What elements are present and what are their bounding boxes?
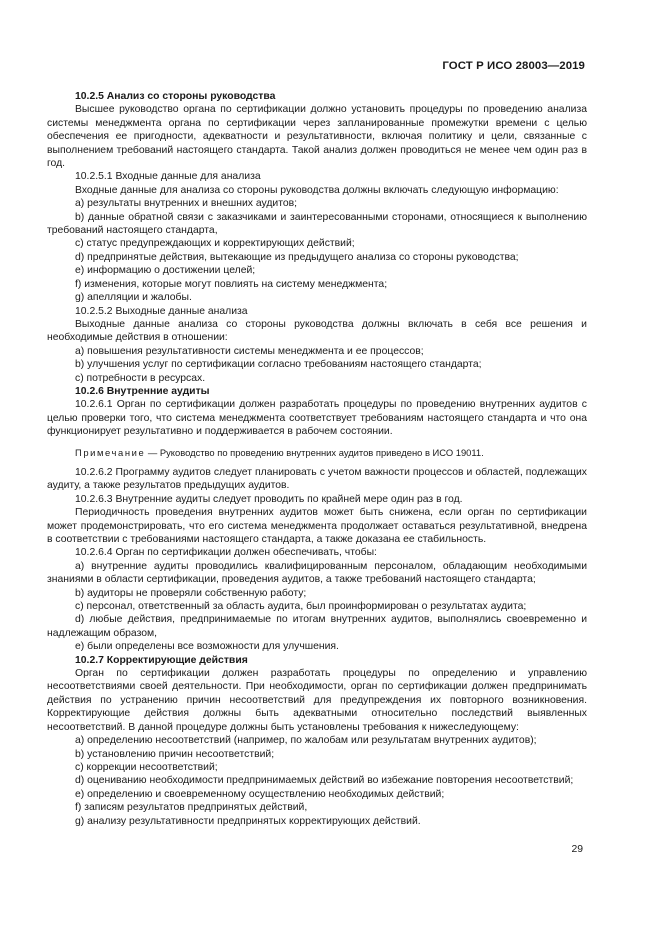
section-heading: 10.2.7 Корректирующие действия [75,654,248,666]
note-text: — Руководство по проведению внутренних аудитов приведено в ИСО 19011. [145,446,484,458]
body-paragraph: Орган по сертификации должен разработать процедуры по определению и управлению несоответствиями своей деятельности. При необходимости, орган по сертификации должен предпринимать действия по устранению причин несоответствий для предупреждения их повторного возникновения. Корректирующие действия должны быть адекватными относительно последствий выявленных несоответствий. В данной процедуре должны быть установлены требования к нижеследующему: [47,668,587,733]
list-item: b) улучшения услуг по сертификации согласно требованиям настоящего стандарта; [75,359,482,371]
list-item: e) определению и своевременному осуществлению необходимых действий; [75,788,445,800]
body-paragraph: 10.2.6.3 Внутренние аудиты следует проводить по крайней мере один раз в год. [75,493,463,505]
list-item: a) внутренние аудиты проводились квалифицированным персоналом, обладающим необходимыми знаниями в области сертификации, проведения аудитов, а также требований настоящего стандарта; [47,560,587,586]
list-item: e) информацию о достижении целей; [75,265,256,277]
section-heading: 10.2.5 Анализ со стороны руководства [75,91,276,102]
body-paragraph: 10.2.5.1 Входные данные для анализа [75,171,261,183]
list-item: c) статус предупреждающих и корректирующих действий; [75,238,355,250]
section-heading: 10.2.6 Внутренние аудиты [75,385,210,397]
body-paragraph: Входные данные для анализа со стороны руководства должны включать следующую информацию: [75,184,559,196]
document-header: ГОСТ Р ИСО 28003—2019 [442,60,585,72]
list-item: a) результаты внутренних и внешних аудитов; [75,198,298,210]
list-item: b) данные обратной связи с заказчиками и заинтересованными сторонами, относящиеся к выполнению требований настоящего стандарта, [47,211,587,237]
body-paragraph: 10.2.6.4 Орган по сертификации должен обеспечивать, чтобы: [75,547,377,559]
page-number: 29 [571,844,583,855]
list-item: e) были определены все возможности для улучшения. [75,641,339,653]
list-item: d) оцениванию необходимости предпринимаемых действий во избежание повторения несоответствий; [75,775,574,787]
list-item: a) повышения результативности системы менеджмента и ее процессов; [75,345,424,357]
body-paragraph: 10.2.5.2 Выходные данные анализа [75,305,248,317]
list-item: b) аудиторы не проверяли собственную работу; [75,587,307,599]
list-item: f) записям результатов предпринятых действий, [75,802,308,814]
list-item: c) персонал, ответственный за область аудита, был проинформирован о результатах аудита; [75,601,527,613]
list-item: d) любые действия, предпринимаемые по итогам внутренних аудитов, выполнялись своевременно и надлежащим образом, [47,614,587,639]
document-body [47,90,587,828]
body-paragraph: 10.2.6.2 Программу аудитов следует планировать с учетом важности процессов и областей, подлежащих аудиту, а также результатов предыдущих аудитов. [47,466,587,492]
list-item: c) потребности в ресурсах. [75,372,206,384]
list-item: g) апелляции и жалобы. [75,292,192,304]
list-item: b) установлению причин несоответствий; [75,748,275,760]
note-label: Примечание [75,446,146,458]
list-item: c) коррекции несоответствий; [75,761,218,773]
body-paragraph: Периодичность проведения внутренних аудитов может быть снижена, если орган по сертификации может продемонстрировать, что его система менеджмента продолжает оставаться результативной, внедрена в соответствии с требованиями настоящего стандарта, а также доказана ее стабильность. [47,507,587,545]
note [47,446,587,459]
list-item: d) предпринятые действия, вытекающие из предыдущего анализа со стороны руководства; [75,251,519,263]
body-paragraph: 10.2.6.1 Орган по сертификации должен разработать процедуры по проведению внутренних аудитов с целью проверки того, что система менеджмента соответствует требованиям настоящего стандарта и что она функционирует результативно и поддерживается в рабочем состоянии. [47,399,587,438]
body-paragraph: Высшее руководство органа по сертификации должно установить процедуры по проведению анализа системы менеджмента органа по сертификации через запланированные промежутки времени с целью обеспечения ее пригодности, адекватности и результативности, включая политику и цели, связанные с выполнением требований настоящего стандарта. Такой анализ должен проводиться не менее чем один раз в год. [47,104,587,170]
list-item: f) изменения, которые могут повлиять на систему менеджмента; [75,278,388,290]
list-item: g) анализу результативности предпринятых корректирующих действий. [75,815,421,827]
list-item: a) определению несоответствий (например, по жалобам или результатам внутренних аудитов); [75,735,537,747]
body-paragraph: Выходные данные анализа со стороны руководства должны включать в себя все решения и необходимые действия в отношении: [47,318,587,344]
